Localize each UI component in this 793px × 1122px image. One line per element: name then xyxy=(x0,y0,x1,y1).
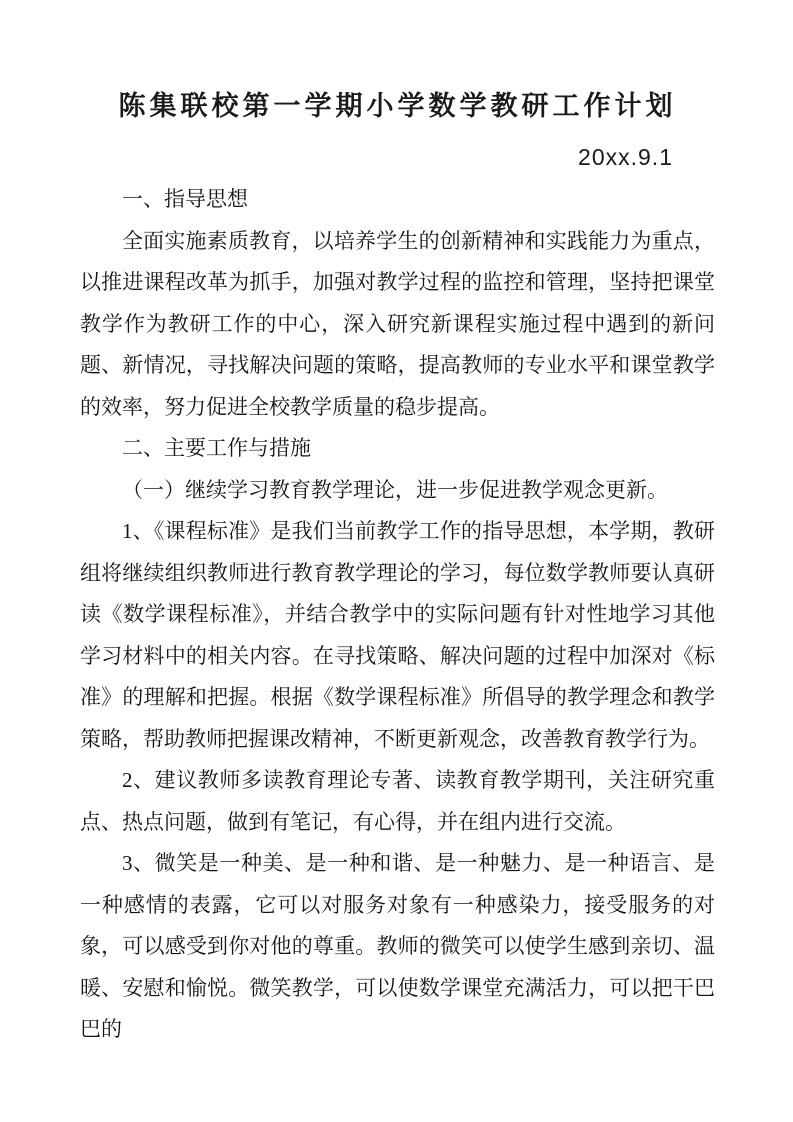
paragraph-guiding-ideology: 全面实施素质教育，以培养学生的创新精神和实践能力为重点，以推进课程改革为抓手，加强对教学过程的监控和管理，坚持把课堂教学作为教研工作的中心，深入研究新课程实施过程中遇到的新问题、新情况，寻找解决问题的策略，提高教师的专业水平和课堂教学的效率，努力促进全校教学质量的稳步提高。 xyxy=(80,228,715,419)
paragraph-item-1: 1、《课程标准》是我们当前教学工作的指导思想，本学期，教研组将继续组织教师进行教育教学理论的学习，每位数学教师要认真研读《数学课程标准》，并结合教学中的实际问题有针对性地学习其他学习材料中的相关内容。在寻找策略、解决问题的过程中加深对《标准》的理解和把握。根据《数学课程标准》所倡导的教学理念和教学策略，帮助教师把握课改精神，不断更新观念，改善教育教学行为。 xyxy=(80,519,715,751)
paragraph-item-3: 3、微笑是一种美、是一种和谐、是一种魅力、是一种语言、是一种感情的表露，它可以对服务对象有一种感染力，接受服务的对象，可以感受到你对他的尊重。教师的微笑可以使学生感到亲切、温暖、安慰和愉悦。微笑教学，可以使数学课堂充满活力，可以把干巴巴的 xyxy=(80,851,715,1042)
section-heading-main-work: 二、主要工作与措施 xyxy=(122,436,311,461)
document-title: 陈集联校第一学期小学数学教研工作计划 xyxy=(118,91,677,121)
paragraph-item-2: 2、建议教师多读教育理论专著、读教育教学期刊，关注研究重点、热点问题，做到有笔记，有心得，并在组内进行交流。 xyxy=(80,768,715,834)
section-heading-guiding-ideology: 一、指导思想 xyxy=(122,187,248,212)
document-date: 20xx.9.1 xyxy=(578,143,673,170)
document-body xyxy=(80,179,715,1051)
subsection-heading-theory-study: （一）继续学习教育教学理论，进一步促进教学观念更新。 xyxy=(122,477,668,502)
